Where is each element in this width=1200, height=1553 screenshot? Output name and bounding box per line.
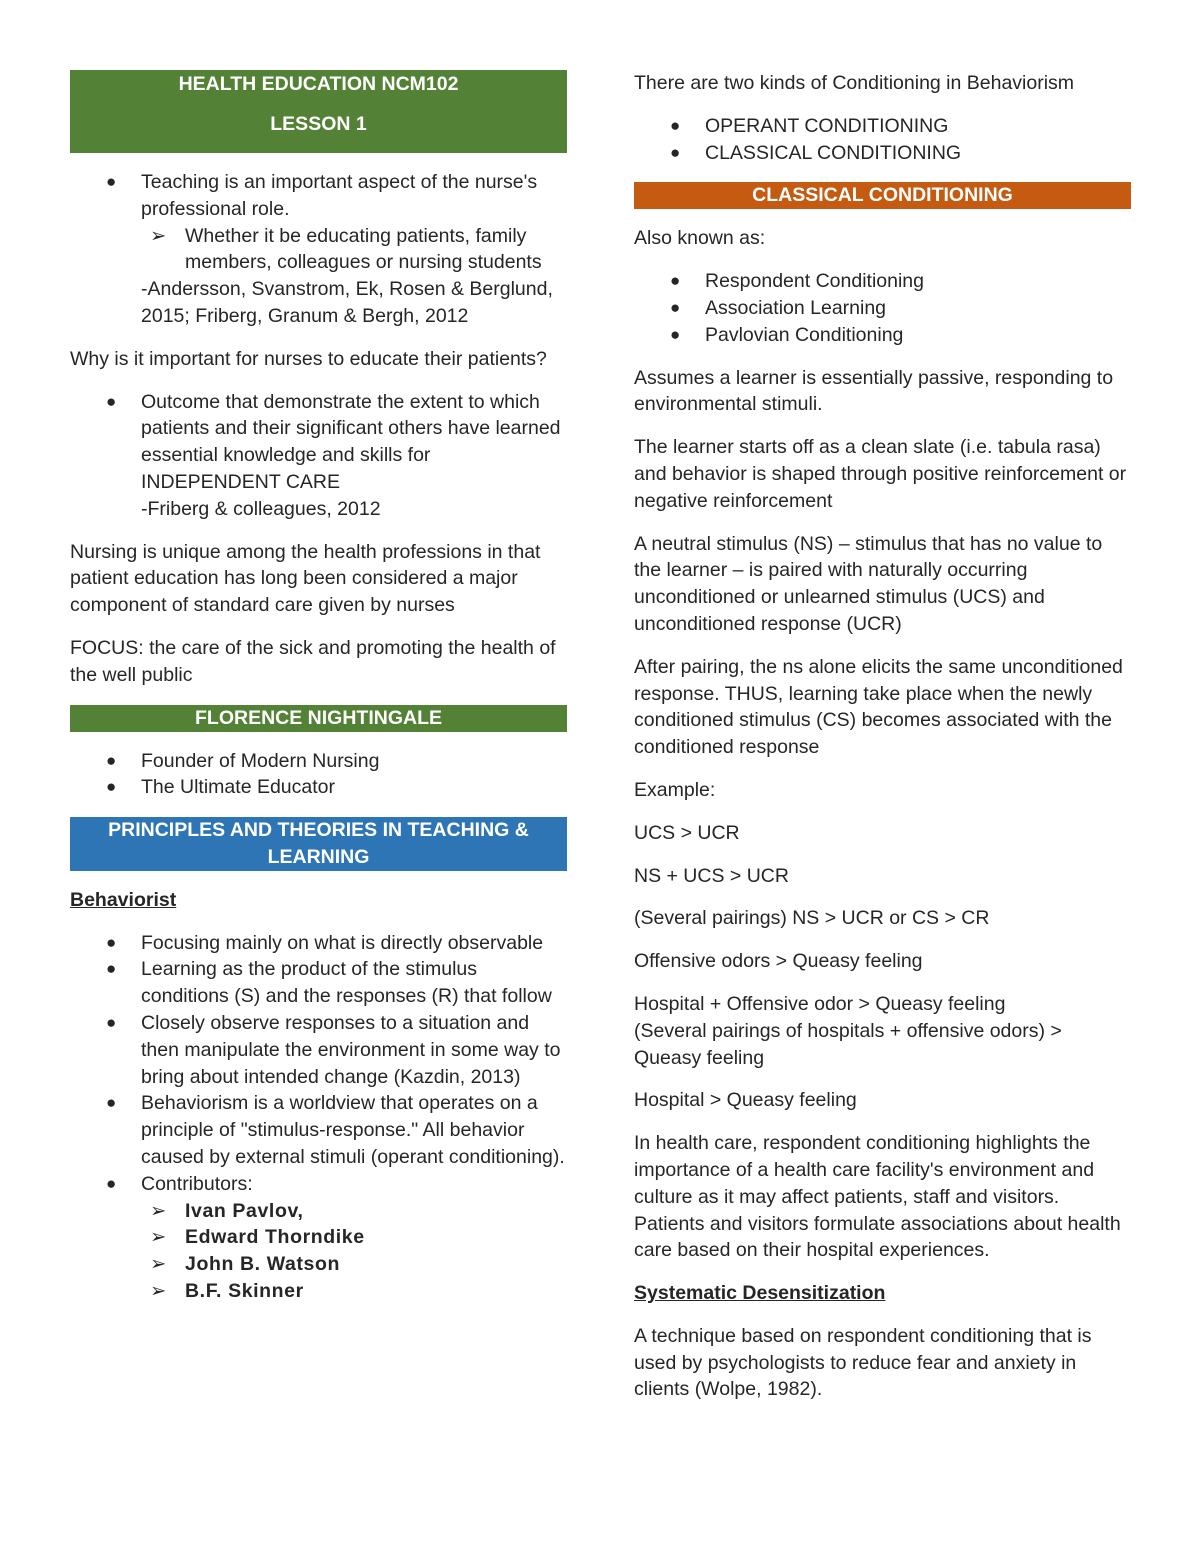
left-column <box>70 70 567 1305</box>
behaviorist-list <box>70 930 567 1198</box>
list-item-text: Contributors: <box>141 1172 253 1195</box>
right-column <box>634 70 1131 1403</box>
contributors-list <box>70 1198 567 1305</box>
bullet-dot-icon: ● <box>106 750 117 770</box>
question-paragraph: Why is it important for nurses to educate their patients? <box>70 347 547 370</box>
passive-paragraph: Assumes a learner is essentially passive, responding to environmental stimuli. <box>634 366 1114 416</box>
bullet-dot-icon: ● <box>106 777 117 797</box>
outcome-text: Outcome that demonstrate the extent to which patients and their significant others have learned essential knowledge and skills for INDEPENDENT CARE <box>141 390 561 493</box>
bullet-dot-icon: ● <box>670 271 681 291</box>
arrowhead-icon: ➢ <box>150 1226 167 1249</box>
bullet-dot-icon: ● <box>106 932 117 952</box>
aka-label: Also known as: <box>634 227 766 250</box>
arrowhead-icon: ➢ <box>150 1279 167 1302</box>
contributor-name: Edward Thorndike <box>185 1226 365 1249</box>
intro-sub-text: Whether it be educating patients, family members, colleagues or nursing students <box>185 224 542 274</box>
bullet-dot-icon: ● <box>106 391 117 411</box>
list-item <box>70 1198 567 1225</box>
example-line: (Several pairings) NS > UCR or CS > CR <box>634 907 990 930</box>
title-band <box>70 70 567 153</box>
principles-band <box>70 817 567 871</box>
nightingale-heading: FLORENCE NIGHTINGALE <box>195 706 442 729</box>
list-item-text: Focusing mainly on what is directly observable <box>141 931 544 954</box>
list-item <box>70 1010 567 1090</box>
list-item-text: Learning as the product of the stimulus conditions (S) and the responses (R) that follow <box>141 958 552 1008</box>
intro-text: Teaching is an important aspect of the nurse's professional role. <box>141 171 538 220</box>
desensitization-paragraph: A technique based on respondent conditioning that is used by psychologists to reduce fear and anxiety in clients (Wolpe, 1982). <box>634 1324 1092 1401</box>
contributor-name: Ivan Pavlov, <box>185 1199 304 1222</box>
bullet-dot-icon: ● <box>670 142 681 162</box>
list-item <box>70 389 567 523</box>
bullet-dot-icon: ● <box>670 115 681 135</box>
bullet-dot-icon: ● <box>106 1093 117 1113</box>
example-label: Example: <box>634 778 716 801</box>
list-item-text: CLASSICAL CONDITIONING <box>705 141 962 164</box>
bullet-dot-icon: ● <box>106 1012 117 1032</box>
list-item <box>70 1090 567 1170</box>
list-item <box>634 322 1131 349</box>
list-item <box>70 1224 567 1251</box>
list-item <box>634 113 1131 140</box>
example-line: Offensive odors > Queasy feeling <box>634 950 923 973</box>
nursing-unique-paragraph: Nursing is unique among the health professions in that patient education has long been considered a major component of standard care given by nurses <box>70 540 541 617</box>
arrowhead-icon: ➢ <box>150 224 167 247</box>
lesson-title: LESSON 1 <box>270 113 367 135</box>
bullet-dot-icon: ● <box>106 959 117 979</box>
list-item <box>634 295 1131 322</box>
nightingale-list <box>70 748 567 802</box>
outcome-list <box>70 389 567 523</box>
example-line: NS + UCS > UCR <box>634 864 789 887</box>
example-line: UCS > UCR <box>634 821 740 844</box>
list-item <box>70 169 567 330</box>
list-item <box>70 956 567 1010</box>
neutral-stimulus-paragraph: A neutral stimulus (NS) – stimulus that has no value to the learner – is paired with naturally occurring unconditioned or unlearned stimulus (UCS) and unconditioned response (UCR) <box>634 532 1103 635</box>
citation: -Friberg & colleagues, 2012 <box>141 497 381 520</box>
bullet-dot-icon: ● <box>106 1173 117 1193</box>
bullet-dot-icon: ● <box>670 324 681 344</box>
bullet-dot-icon: ● <box>670 297 681 317</box>
list-item <box>70 930 567 957</box>
behaviorist-heading: Behaviorist <box>70 888 177 911</box>
list-item <box>70 1278 567 1305</box>
classical-heading: CLASSICAL CONDITIONING <box>752 184 1013 207</box>
course-title: HEALTH EDUCATION NCM102 <box>178 73 459 95</box>
focus-paragraph: FOCUS: the care of the sick and promoting the health of the well public <box>70 636 556 686</box>
citation: -Andersson, Svanstrom, Ek, Rosen & Berglund, 2015; Friberg, Granum & Bergh, 2012 <box>141 278 553 327</box>
arrowhead-icon: ➢ <box>150 1199 167 1222</box>
sub-list-item <box>141 223 567 277</box>
aka-list <box>634 268 1131 348</box>
contributor-name: John B. Watson <box>185 1253 341 1276</box>
principles-heading-line-2: LEARNING <box>267 845 370 868</box>
arrowhead-icon: ➢ <box>150 1253 167 1276</box>
principles-heading-line-1: PRINCIPLES AND THEORIES IN TEACHING & <box>108 819 529 842</box>
example-line: Hospital + Offensive odor > Queasy feeling <box>634 992 1006 1015</box>
list-item <box>70 1171 567 1198</box>
list-item-text: Respondent Conditioning <box>705 270 924 293</box>
desensitization-heading: Systematic Desensitization <box>634 1282 886 1305</box>
list-item <box>70 1251 567 1278</box>
clean-slate-paragraph: The learner starts off as a clean slate (i.e. tabula rasa) and behavior is shaped through positive reinforcement or negative reinforcement <box>634 436 1127 512</box>
list-item-text: OPERANT CONDITIONING <box>705 114 949 137</box>
list-item <box>70 774 567 801</box>
nightingale-band <box>70 705 567 732</box>
list-item-text: The Ultimate Educator <box>141 776 336 799</box>
list-item <box>634 140 1131 167</box>
list-item-text: Association Learning <box>705 296 887 319</box>
kinds-intro: There are two kinds of Conditioning in Behaviorism <box>634 72 1075 94</box>
bullet-dot-icon: ● <box>106 172 117 191</box>
list-item-text: Founder of Modern Nursing <box>141 749 380 772</box>
health-care-paragraph: In health care, respondent conditioning highlights the importance of a health care facility's environment and culture as it may affect patients, staff and visitors. Patients and visitors formulate associations about health care based on their hospital experiences. <box>634 1132 1121 1262</box>
example-line: (Several pairings of hospitals + offensive odors) > Queasy feeling <box>634 1019 1062 1069</box>
list-item-text: Closely observe responses to a situation and then manipulate the environment in some way to bring about intended change (Kazdin, 2013) <box>141 1011 561 1088</box>
classical-band <box>634 182 1131 209</box>
intro-list <box>70 169 567 330</box>
list-item-text: Pavlovian Conditioning <box>705 323 904 346</box>
list-item <box>70 748 567 775</box>
kinds-list <box>634 113 1131 167</box>
after-pairing-paragraph: After pairing, the ns alone elicits the same unconditioned response. THUS, learning take place when the newly conditioned stimulus (CS) becomes associated with the conditioned response <box>634 655 1123 759</box>
list-item <box>634 268 1131 295</box>
list-item-text: Behaviorism is a worldview that operates on a principle of "stimulus-response." All behavior caused by external stimuli (operant conditioning). <box>141 1092 565 1168</box>
example-line: Hospital > Queasy feeling <box>634 1089 857 1112</box>
contributor-name: B.F. Skinner <box>185 1279 304 1302</box>
